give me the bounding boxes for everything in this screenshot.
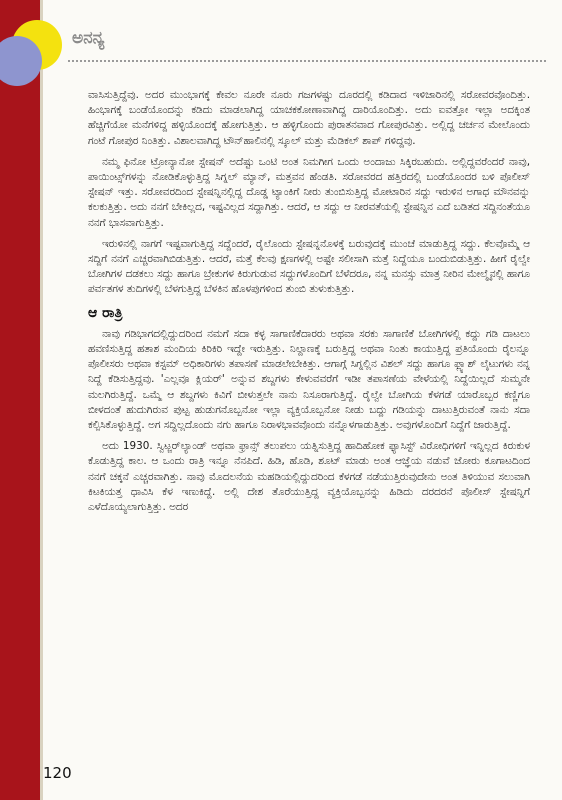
paragraph: ವಾಸಿಸುತ್ತಿದ್ದೆವು. ಅದರ ಮುಂಭಾಗಕ್ಕೆ ಕೇವಲ ನೂರೇ ನೂರು ಗಜಗಳಷ್ಟು ದೂರದಲ್ಲಿ ಕಡಿದಾದ ಇಳಿಜಾರಿನಲ್ಲಿ ಸರೋವರವೊಂದಿತ್ತು. ಹಿಂಭಾಗಕ್ಕೆ ಬಂಡೆಯೊಂದನ್ನು ಕಡಿದು ಮಾಡಲಾಗಿದ್ದ ಯಾಚಕಕೋಣಾವಾಗಿದ್ದ ದಾರಿಯೊಂದಿತ್ತು. ಅದು ಐವತ್ತೋ ಇಲ್ಲಾ ಅದಕ್ಕಿಂತ ಹೆಚ್ಚಿಗೆಯೋ ಮನೆಗಳಿದ್ದ ಹಳ್ಳಿಯೊಂದಕ್ಕೆ ಹೋಗುತ್ತಿತ್ತು. ಆ ಹಳ್ಳಿಗೊಂದು ಪುರಾತನವಾದ ಗೋಪುರವಿತ್ತು. ಅಲ್ಲಿದ್ದ ಚರ್ಚನ ಮೇಲೊಂದು ಗಂಟೆ ಗೋಪುರ ನಿಂತಿತ್ತು. ವಿಶಾಲವಾಗಿದ್ದ ಟೌನ್‌ಹಾಲಿನಲ್ಲಿ ಸ್ಕೂಲ್ ಮತ್ತು ಮೆಡಿಕಲ್ ಶಾಪ್ ಗಳಿದ್ದವು. bbox=[88, 89, 530, 147]
spine-edge bbox=[40, 0, 43, 800]
paragraph: ಅದು 1930. ಸ್ವಿಟ್ಜರ್‌ಲ್ಯಾಂಡ್ ಅಥವಾ ಫ್ರಾನ್ಸ್ ತಲುಪಲು ಯತ್ನಿಸುತ್ತಿದ್ದ ಹಾದಿಹೋಕ ಫ್ಯಾಸಿಸ್ಟ್ ವಿರೋಧಿಗಳಿಗೆ ಇನ್ನಿಲ್ಲದ ಕಿರುಕುಳ ಕೊಡುತ್ತಿದ್ದ ಕಾಲ. ಆ ಒಂದು ರಾತ್ರಿ ಇನ್ನೂ ನೆನಪಿದೆ. ಹಿಡಿ, ಹೊಡಿ, ಶೂಟ್ ಮಾಡು ಅಂತ ಆಜ್ಞೆಯ ನಡುವೆ ಜೋರು ಕೂಗಾಟದಿಂದ ನನಗೆ ಚಕ್ಕನೆ ಎಚ್ಚರವಾಗಿತ್ತು. ನಾವು ಮೊದಲನೆಯ ಮಹಡಿಯಲ್ಲಿದ್ದುದರಿಂದ ಕೆಳಗಡೆ ನಡೆಯುತ್ತಿರುವುದೇನು ಅಂತ ತಿಳಿಯುವ ಸಲುವಾಗಿ ಕಿಟಕಿಯತ್ತ ಧಾವಿಸಿ ಕೆಳ ಇಣುಕಿದ್ದೆ. ಅಲ್ಲಿ ದೇಶ ತೊರೆಯುತ್ತಿದ್ದ ವ್ಯಕ್ತಿಯೊಬ್ಬನನ್ನು ಹಿಡಿದು ದರದರನೆ ಪೊಲೀಸ್ ಸ್ಟೇಷನ್ನಿಗೆ ಎಳೆದೊಯ್ಯಲಾಗುತ್ತಿತ್ತು. ಅದರ bbox=[88, 440, 530, 514]
header-dotted-rule bbox=[68, 60, 546, 62]
page-body bbox=[88, 88, 530, 521]
running-header: ಅನನ್ಯ bbox=[72, 28, 105, 48]
paragraph: ನಮ್ಮ ಫಿನೋ ಟ್ರೋನ್ಯಾನೋ ಸ್ಟೇಷನ್ ಅದೆಷ್ಟು ಒಂಟಿ ಅಂತ ನಿಮಗೀಗ ಒಂದು ಅಂದಾಜು ಸಿಕ್ಕಿರಬಹುದು. ಅಲ್ಲಿದ್ದವರೆಂದರೆ ನಾವು, ಪಾಯಿಂಟ್ಸ್‌ಗಳನ್ನು ನೋಡಿಕೊಳ್ಳುತ್ತಿದ್ದ ಸಿಗ್ನಲ್ ಮ್ಯಾನ್, ಮತ್ತವನ ಹೆಂಡತಿ. ಸರೋವರದ ಹತ್ತಿರದಲ್ಲಿ ಬಂಡೆಯೊಂದರ ಬಳಿ ಪೊಲೀಸ್ ಸ್ಟೇಷನ್ ಇತ್ತು. ಸರೋವರದಿಂದ ಸ್ಟೇಷನ್ನಿನಲ್ಲಿದ್ದ ದೊಡ್ಡ ಟ್ಯಾಂಕಿಗೆ ನೀರು ತುಂಬಿಸುತ್ತಿದ್ದ ಮೋಟಾರಿನ ಸದ್ದು ಇರುಳಿನ ಅಗಾಧ ಮೌನವನ್ನು ಕಲಕುತ್ತಿತ್ತು. ಅದು ನನಗೆ ಬೇಕಿಲ್ಲದ, ಇಷ್ಟವಿಲ್ಲದ ಸದ್ದಾಗಿತ್ತು. ಆದರೆ, ಆ ಸದ್ದು ಆ ನೀರವತೆಯಲ್ಲಿ ಸ್ಟೇಷನ್ನಿನ ಎದೆ ಬಡಿತದ ಸದ್ದಿನಂತೆಯೂ ನನಗೆ ಭಾಸವಾಗುತ್ತಿತ್ತು. bbox=[88, 155, 530, 229]
page-number: 120 bbox=[43, 764, 72, 782]
paragraph: ಇರುಳಿನಲ್ಲಿ ನಾಗಗೆ ಇಷ್ಟವಾಗುತ್ತಿದ್ದ ಸದ್ದೆಂದರೆ, ರೈಲೊಂದು ಸ್ಟೇಷನ್ನನೊಳಕ್ಕೆ ಬರುವುದಕ್ಕೆ ಮುಂಚೆ ಮಾಡುತ್ತಿದ್ದ ಸದ್ದು. ಕೆಲವೊಮ್ಮೆ ಆ ಸದ್ದಿಗೆ ನನಗೆ ಎಚ್ಚರವಾಗಿಬಿಡುತ್ತಿತ್ತು. ಆದರೆ, ಮತ್ತೆ ಕೆಲವು ಕ್ಷಣಗಳಲ್ಲಿ ಅಷ್ಟೇ ಸಲೀಸಾಗಿ ಮತ್ತೆ ನಿದ್ದೆಯೂ ಬಂದುಬಿಡುತ್ತಿತ್ತು. ಹೀಗೆ ರೈಲ್ವೇ ಬೋಗಿಗಳ ದಡಕಲು ಸದ್ದು ಹಾಗೂ ಬ್ರೇಕುಗಳ ಕಿರುಗುಡುವ ಸದ್ದುಗಳೊಂದಿಗೆ ಬೆಳೆದರೂ, ನನ್ನ ಮನಸ್ಸು ಮಾತ್ರ ನೀರಿನ ಮೇಲ್ಮೈನಲ್ಲಿ ಹಾಗೂ ಪರ್ವತಗಳ ತುದಿಗಳಲ್ಲಿ ಬೆಳಗುತ್ತಿದ್ದ ಬೆಳಕಿನ ಹೊಳಪುಗಳಿಂದ ತುಂಬಿ ತುಳುಕುತ್ತಿತ್ತು. bbox=[88, 237, 530, 296]
page-spine-band bbox=[0, 0, 40, 800]
section-heading: ಆ ರಾತ್ರಿ bbox=[88, 304, 123, 321]
paragraph: ನಾವು ಗಡಿಭಾಗದಲ್ಲಿದ್ದುದರಿಂದ ನಮಗೆ ಸದಾ ಕಳ್ಳ ಸಾಗಾಣಿಕೆದಾರರು ಅಥವಾ ಸರಕು ಸಾಗಾಣಿಕೆ ಬೋಗಿಗಳಲ್ಲಿ ಕದ್ದು ಗಡಿ ದಾಟಲು ಹವಣಿಸುತ್ತಿದ್ದ ಹತಾಶ ಮಂದಿಯ ಕಿರಿಕಿರಿ ಇದ್ದೇ ಇರುತ್ತಿತ್ತು. ನಿಲ್ದಾಣಕ್ಕೆ ಬರುತ್ತಿದ್ದ ಅಥವಾ ನಿಂತು ಕಾಯುತ್ತಿದ್ದ ಪ್ರತಿಯೊಂದು ರೈಲನ್ನೂ ಪೊಲೀಸರು ಅಥವಾ ಕಸ್ಟಮ್ ಅಧಿಕಾರಿಗಳು ತಪಾಸಣೆ ಮಾಡಲೇಬೇಕಿತ್ತು. ಆಗಾಗ್ಗೆ ಸಿಗ್ನಲ್ಲಿನ ವಿಶಲ್ ಸದ್ದು ಹಾಗೂ ಫ್ಲ್ಯಾಶ್ ಲೈಟುಗಳು ನನ್ನ ನಿದ್ದೆ ಕೆಡಿಸುತ್ತಿದ್ದವು. 'ಎಲ್ಲವೂ ಕ್ಲಿಯರ್' ಅನ್ನುವ ಶಬ್ದಗಳು ಕೇಳುವವರೆಗೆ ಇಡೀ ತಪಾಸಣೆಯ ವೇಳೆಯಲ್ಲಿ ನಿದ್ದೆಯಿಲ್ಲದೆ ಸುಮ್ಮನೇ ಮಲಗಿರುತ್ತಿದ್ದೆ. ಒಮ್ಮೆ ಆ ಶಬ್ದಗಳು ಕಿವಿಗೆ ಬೀಳುತ್ತಲೇ ನಾನು ನಿಸೂರಾಗುತ್ತಿದ್ದೆ. ರೈಲ್ವೇ ಬೋಗಿಯ ಕೆಳಗಡೆ ಯಾರೊಬ್ಬರ ಕಣ್ಣಿಗೂ ಬೀಳದಂತೆ ಹುದುಗಿರುವ ಪುಟ್ಟ ಹುಡುಗನೊಬ್ಬನೋ ಇಲ್ಲಾ ವ್ಯಕ್ತಿಯೊಬ್ಬನೋ ನೀಡು ಬದ್ದು ಗಡಿಯನ್ನು ದಾಟುತ್ತಿರುವಂತೆ ನಾನು ಸದಾ ಕಲ್ಪಿಸಿಕೊಳ್ಳುತ್ತಿದ್ದೆ. ಅಗ ಸದ್ದಿಲ್ಲದೊಂದು ನಗು ಹಾಗೂ ನಿರಾಳಭಾವವೊಂದು ನನ್ನೊಳಗಾಡುತ್ತಿತ್ತು. ಅವುಗಳೊಂದಿಗೆ ನಿದ್ದೆಗೆ ಜಾರುತ್ತಿದ್ದೆ. bbox=[88, 327, 530, 432]
